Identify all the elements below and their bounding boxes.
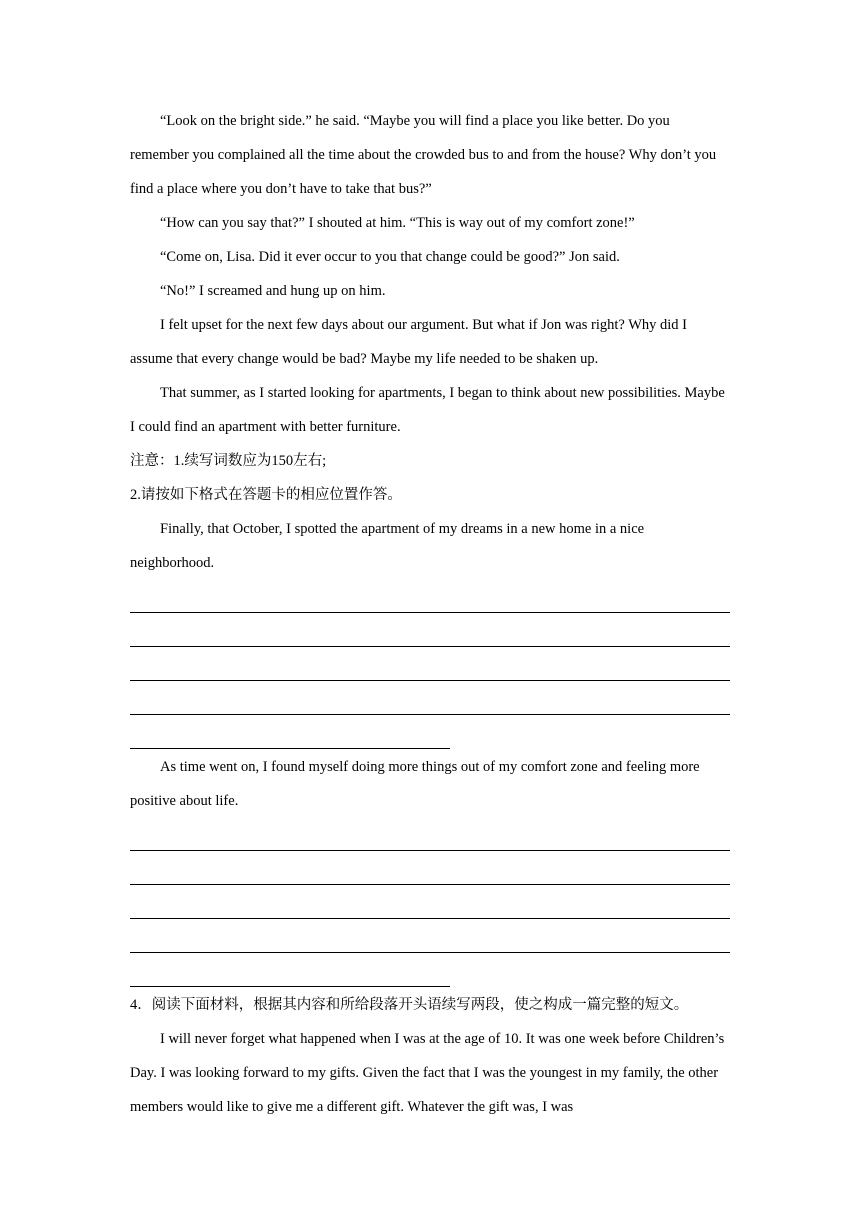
note-answer-format: 2.请按如下格式在答题卡的相应位置作答。	[130, 487, 402, 503]
document-page	[130, 104, 730, 1124]
answer-line[interactable]	[130, 614, 730, 648]
paragraph-comfort-zone: “How can you say that?” I shouted at him. “This is way out of my comfort zone!”	[160, 215, 635, 231]
answer-line[interactable]	[130, 818, 730, 852]
answer-lines-1	[130, 580, 730, 750]
question-4-heading: 4．阅读下面材料，根据其内容和所给段落开头语续写两段，使之构成一篇完整的短文。	[130, 997, 689, 1013]
answer-line[interactable]	[130, 580, 730, 614]
answer-line[interactable]	[130, 954, 730, 988]
paragraph-that-summer: That summer, as I started looking for apartments, I began to think about new possibilities. Maybe I could find an apartment with better furniture.	[130, 385, 725, 435]
paragraph-look-on-bright-side: “Look on the bright side.” he said. “Maybe you will find a place you like better. Do you remember you complained all the time about the crowded bus to and from the house? Why don’t you find a place where you don’t have to take that bus?”	[130, 113, 717, 197]
note-word-count: 注意：1.续写词数应为150左右;	[130, 453, 327, 469]
answer-line[interactable]	[130, 648, 730, 682]
paragraph-hung-up: “No!” I screamed and hung up on him.	[160, 283, 386, 299]
answer-line[interactable]	[130, 716, 730, 750]
answer-lines-2	[130, 818, 730, 988]
answer-line[interactable]	[130, 852, 730, 886]
continuation-prompt-2: As time went on, I found myself doing more things out of my comfort zone and feeling more positive about life.	[130, 759, 700, 809]
question-4-text: I will never forget what happened when I was at the age of 10. It was one week before Children’s Day. I was looking forward to my gifts. Given the fact that I was the youngest in my family, the other members would like to give me a different gift. Whatever the gift was, I was	[130, 1031, 725, 1115]
paragraph-come-on-lisa: “Come on, Lisa. Did it ever occur to you that change could be good?” Jon said.	[160, 249, 620, 265]
paragraph-felt-upset: I felt upset for the next few days about our argument. But what if Jon was right? Why did I assume that every change would be bad? Maybe my life needed to be shaken up.	[130, 317, 687, 367]
answer-line[interactable]	[130, 886, 730, 920]
answer-line[interactable]	[130, 682, 730, 716]
answer-line[interactable]	[130, 920, 730, 954]
continuation-prompt-1: Finally, that October, I spotted the apartment of my dreams in a new home in a nice neighborhood.	[130, 521, 645, 571]
